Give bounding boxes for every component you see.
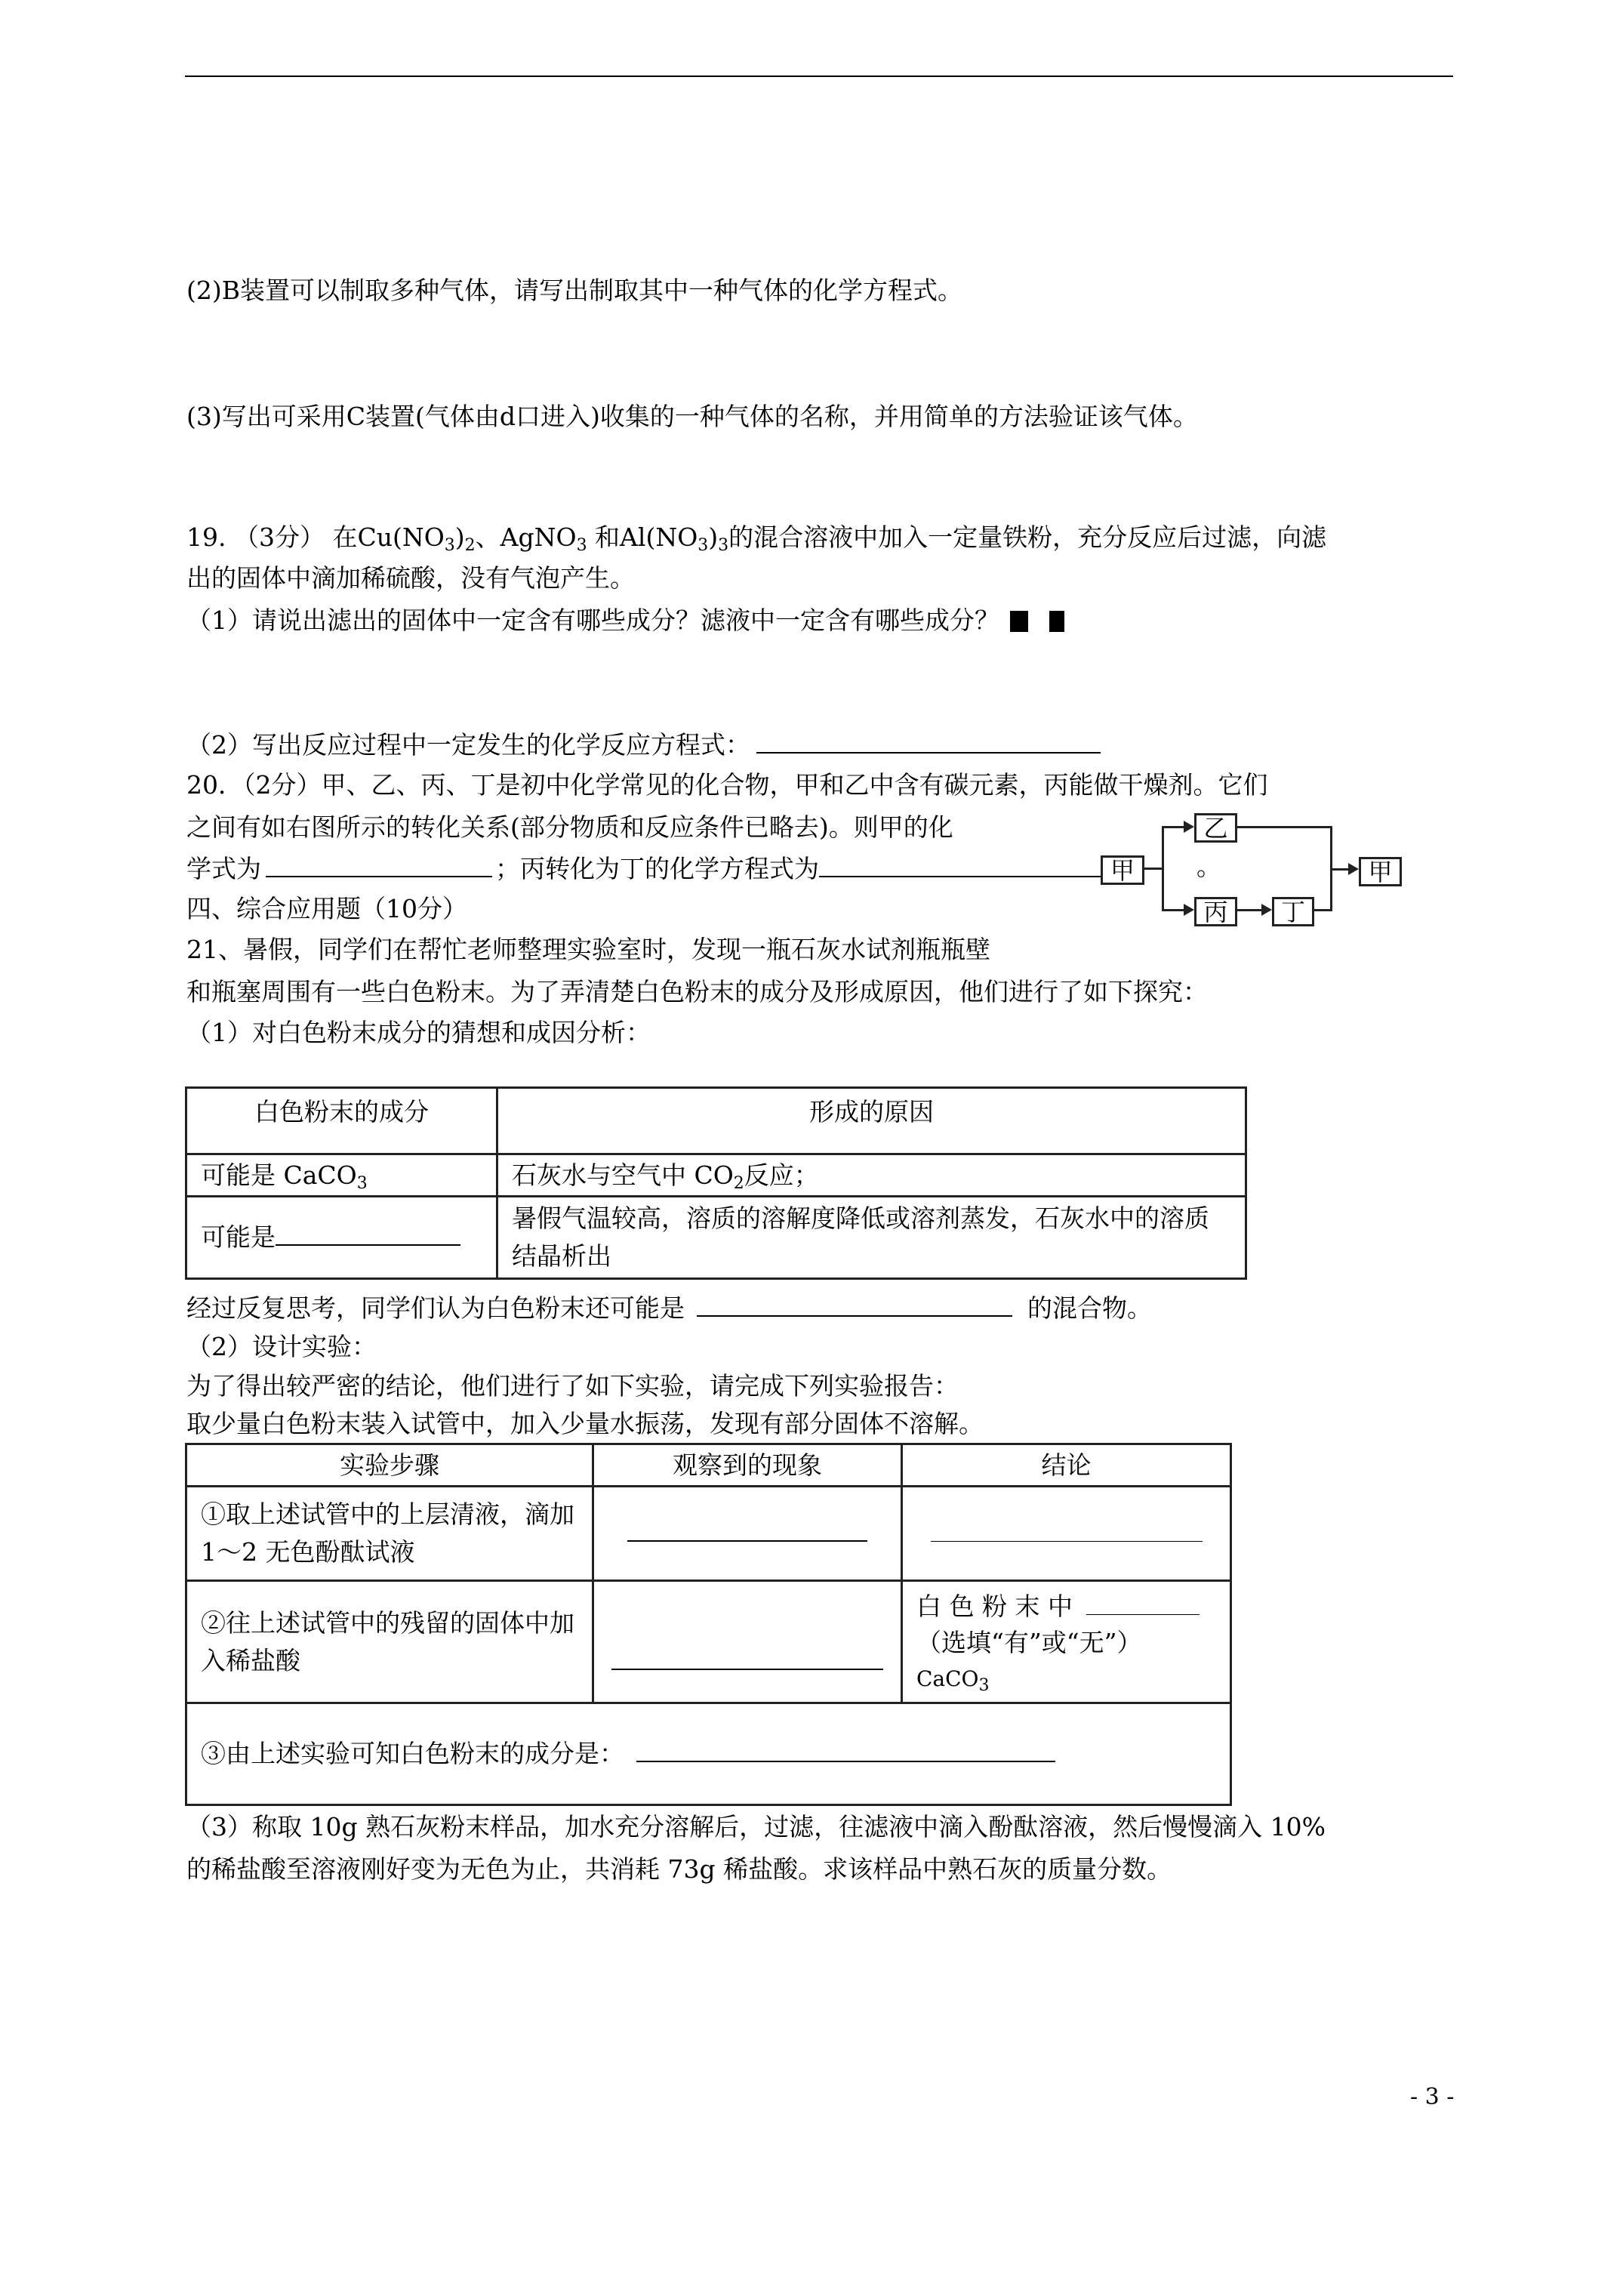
cell-text: ③由上述实验可知白色粉末的成分是： [201,1739,624,1768]
diagram-wire [1330,868,1349,871]
diagram-node-lower2: 丁 [1272,897,1314,926]
diagram-node-end: 甲 [1359,857,1402,886]
arrow-right-icon [1348,863,1359,875]
q19-part2-text: （2）写出反应过程中一定发生的化学反应方程式： [186,730,750,760]
q21-after-table1 [186,1293,1152,1324]
diagram-node-lower1: 丙 [1194,897,1237,926]
q18-part2: (2)B装置可以制取多种气体，请写出制取其中一种气体的化学方程式。 [186,276,962,305]
q21-part3-line2: 的稀盐酸至溶液刚好变为无色为止，共消耗 73g 稀盐酸。求该样品中熟石灰的质量分数。 [186,1854,1172,1884]
answer-blank[interactable] [266,853,492,877]
table-cell [497,1154,1246,1197]
diagram-wire [1162,826,1184,828]
table-cell [593,1581,902,1703]
q19-line2: 出的固体中滴加稀硫酸，没有气泡产生。 [186,563,635,593]
cell-text: 白 色 粉 末 中 [916,1591,1073,1621]
answer-blank[interactable] [756,729,1101,754]
q18-part3: (3)写出可采用C装置(气体由d口进入)收集的一种气体的名称，并用简单的方法验证该气体。 [186,402,1198,431]
cell-text: 可能是 [201,1222,276,1252]
q20-line2: 之间有如右图所示的转化关系(部分物质和反应条件已略去)。则甲的化 [186,812,953,842]
arrow-right-icon [1261,904,1272,916]
diagram-wire [1144,868,1163,870]
q21-part2-line2: 取少量白色粉末装入试管中，加入少量水振荡，发现有部分固体不溶解。 [186,1409,984,1438]
q19-text: 在Cu(NO [332,522,445,552]
subscript: 3 [718,536,729,555]
q19-part2 [186,729,1101,760]
experiment-table [185,1443,1232,1806]
q19-text: 、AgNO [475,522,577,552]
subscript: 3 [444,536,455,555]
square-mark-icon [1049,611,1064,632]
table-cell [902,1487,1231,1581]
answer-blank[interactable] [611,1646,883,1670]
q21-line1: 21、暑假，同学们在帮忙老师整理实验室时，发现一瓶石灰水试剂瓶瓶壁 [186,935,990,964]
square-mark-icon [1010,611,1028,632]
q21-part2-line1: 为了得出较严密的结论，他们进行了如下实验，请完成下列实验报告： [186,1371,959,1401]
page-number: - 3 - [1410,2084,1455,2110]
subscript: 2 [733,1173,744,1193]
q19-line1 [186,522,1326,553]
q21-part3-line1: （3）称取 10g 熟石灰粉末样品，加水充分溶解后，过滤，往滤液中滴入酚酞溶液，然后慢慢滴入 10% [186,1812,1326,1841]
subscript: 2 [464,536,476,555]
diagram-node-start: 甲 [1101,855,1144,885]
analysis-table [185,1086,1247,1280]
q21-part2-title: （2）设计实验： [186,1332,377,1361]
q19-part1 [186,606,1064,636]
table-cell [186,1154,497,1197]
table-header: 观察到的现象 [593,1444,902,1487]
q21-text: 经过反复思考，同学们认为白色粉末还可能是 [186,1293,685,1323]
diagram-wire [1237,909,1262,911]
table-cell [186,1703,1231,1805]
diagram-wire [1237,826,1332,828]
table-cell [593,1487,902,1581]
q21-text: 的混合物。 [1027,1293,1152,1323]
answer-blank[interactable] [276,1222,460,1246]
answer-blank[interactable] [931,1518,1203,1542]
q20-period: 。 [1196,852,1221,881]
table-cell [902,1581,1231,1703]
answer-blank[interactable] [819,853,1136,877]
q19-score: （3分） [233,522,325,552]
cell-text: 石灰水与空气中 CO [512,1160,734,1190]
table-header: 形成的原因 [497,1088,1246,1154]
diagram-node-upper: 乙 [1194,813,1237,843]
q19-text: ) [454,522,465,552]
table-header: 白色粉末的成分 [186,1088,497,1154]
q20-text: 学式为 [186,854,261,883]
q20-line3 [186,853,1136,884]
subscript: 3 [576,536,587,555]
answer-blank[interactable] [636,1738,1055,1762]
cell-text: （选填“有”或“无”） [916,1627,1142,1657]
subscript: 3 [978,1675,990,1695]
table-cell [186,1197,497,1279]
table-cell: 暑假气温较高，溶质的溶解度降低或溶剂蒸发，石灰水中的溶质结晶析出 [497,1197,1246,1279]
q19-part1-text: （1）请说出滤出的固体中一定含有哪些成分？滤液中一定含有哪些成分？ [186,606,999,635]
arrow-right-icon [1184,821,1194,833]
q19-text: ) [708,522,719,552]
diagram-wire [1162,826,1164,911]
table-header: 实验步骤 [186,1444,593,1487]
table-cell: ②往上述试管中的残留的固体中加入稀盐酸 [186,1581,593,1703]
q21-line2: 和瓶塞周围有一些白色粉末。为了弄清楚白色粉末的成分及形成原因，他们进行了如下探究： [186,977,1208,1006]
arrow-right-icon [1184,904,1194,916]
cell-text: CaCO [916,1666,979,1691]
table-cell: ①取上述试管中的上层清液，滴加 1～2 无色酚酞试液 [186,1487,593,1581]
q21-part1-title: （1）对白色粉末成分的猜想和成因分析： [186,1018,651,1047]
q19-text: 和Al(NO [587,522,698,552]
q20-line1: 20．（2分）甲、乙、丙、丁是初中化学常见的化合物，甲和乙中含有碳元素，丙能做干燥剂。它们 [186,770,1268,800]
answer-blank[interactable] [697,1293,1012,1317]
header-rule [185,76,1453,77]
section4-title: 四、综合应用题（10分） [186,894,467,923]
answer-blank[interactable] [1086,1598,1200,1615]
answer-blank[interactable] [627,1518,867,1542]
q19-number: 19. [186,522,226,552]
table-header: 结论 [902,1444,1231,1487]
diagram-wire [1162,909,1184,911]
subscript: 3 [698,536,709,555]
q19-text: 的混合溶液中加入一定量铁粉，充分反应后过滤，向滤 [728,522,1327,552]
subscript: 3 [356,1173,368,1193]
cell-text: 反应； [744,1160,819,1190]
diagram-wire [1314,909,1332,911]
cell-text: 可能是 CaCO [201,1160,357,1190]
q20-text: ；丙转化为丁的化学方程式为 [495,854,819,883]
